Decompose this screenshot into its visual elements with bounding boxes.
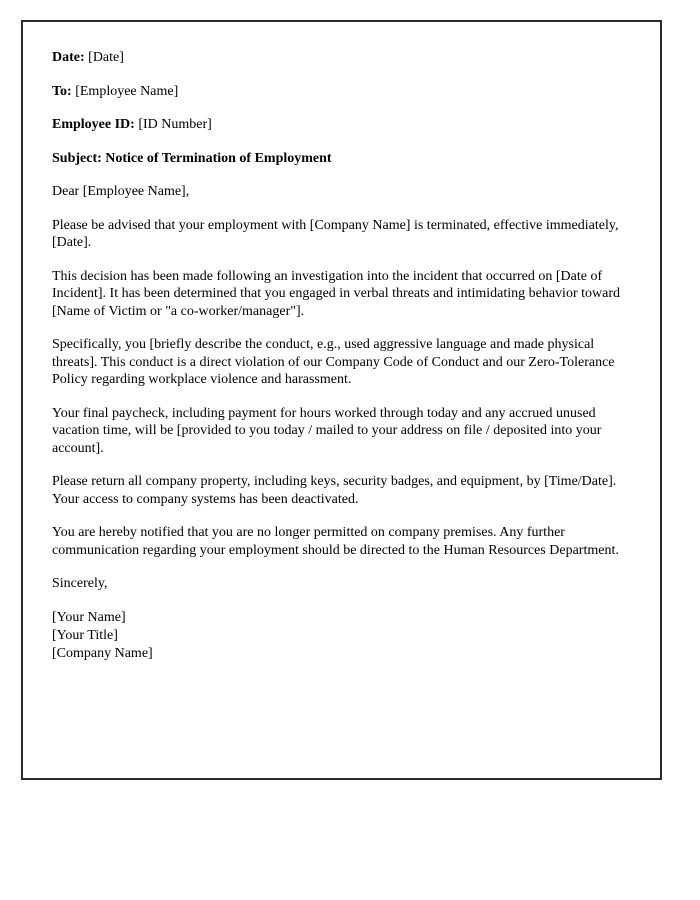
date-value: [Date] (84, 50, 124, 65)
date-label: Date: (52, 50, 85, 65)
closing: Sincerely, (52, 576, 108, 591)
employee-id-label: Employee ID: (52, 117, 135, 132)
letter-page (21, 20, 662, 780)
employee-id-value: [ID Number] (134, 117, 212, 132)
signature-title: [Your Title] (52, 627, 118, 643)
to-label: To: (52, 83, 72, 99)
date-field (52, 49, 630, 67)
signature-block (52, 609, 630, 663)
salutation: Dear [Employee Name], (52, 184, 190, 199)
signature-company: [Company Name] (52, 645, 153, 661)
paragraph-company-property: Please return all company property, including keys, security badges, and equipment, by [Time/Date]. Your access to company systems has been deactivated. (52, 474, 617, 507)
paragraph-final-paycheck: Your final paycheck, including payment for hours worked through today and any accrued unused vacation time, will be [provided to you today / mailed to your address on file / deposited into your account]. (52, 405, 602, 456)
paragraph-termination-notice: Please be advised that your employment with [Company Name] is terminated, effective immediately, [Date]. (52, 217, 619, 250)
paragraph-investigation: This decision has been made following an investigation into the incident that occurred on [Date of Incident]. It has been determined that you engaged in verbal threats and intimidating behavior toward [Name of Victim or "a co-worker/manager"]. (52, 268, 620, 319)
paragraph-conduct-violation: Specifically, you [briefly describe the conduct, e.g., used aggressive language and made physical threats]. This conduct is a direct violation of our Company Code of Conduct and our Zero-Tolerance Policy regarding workplace violence and harassment. (52, 337, 615, 387)
to-value: [Employee Name] (71, 83, 179, 99)
paragraph-premises-notice: You are hereby notified that you are no longer permitted on company premises. Any further communication regarding your employment should be directed to the Human Resources Department. (52, 525, 619, 558)
to-field (52, 83, 630, 101)
signature-name: [Your Name] (52, 609, 126, 625)
subject-line: Subject: Notice of Termination of Employment (52, 150, 332, 166)
employee-id-field (52, 116, 630, 134)
